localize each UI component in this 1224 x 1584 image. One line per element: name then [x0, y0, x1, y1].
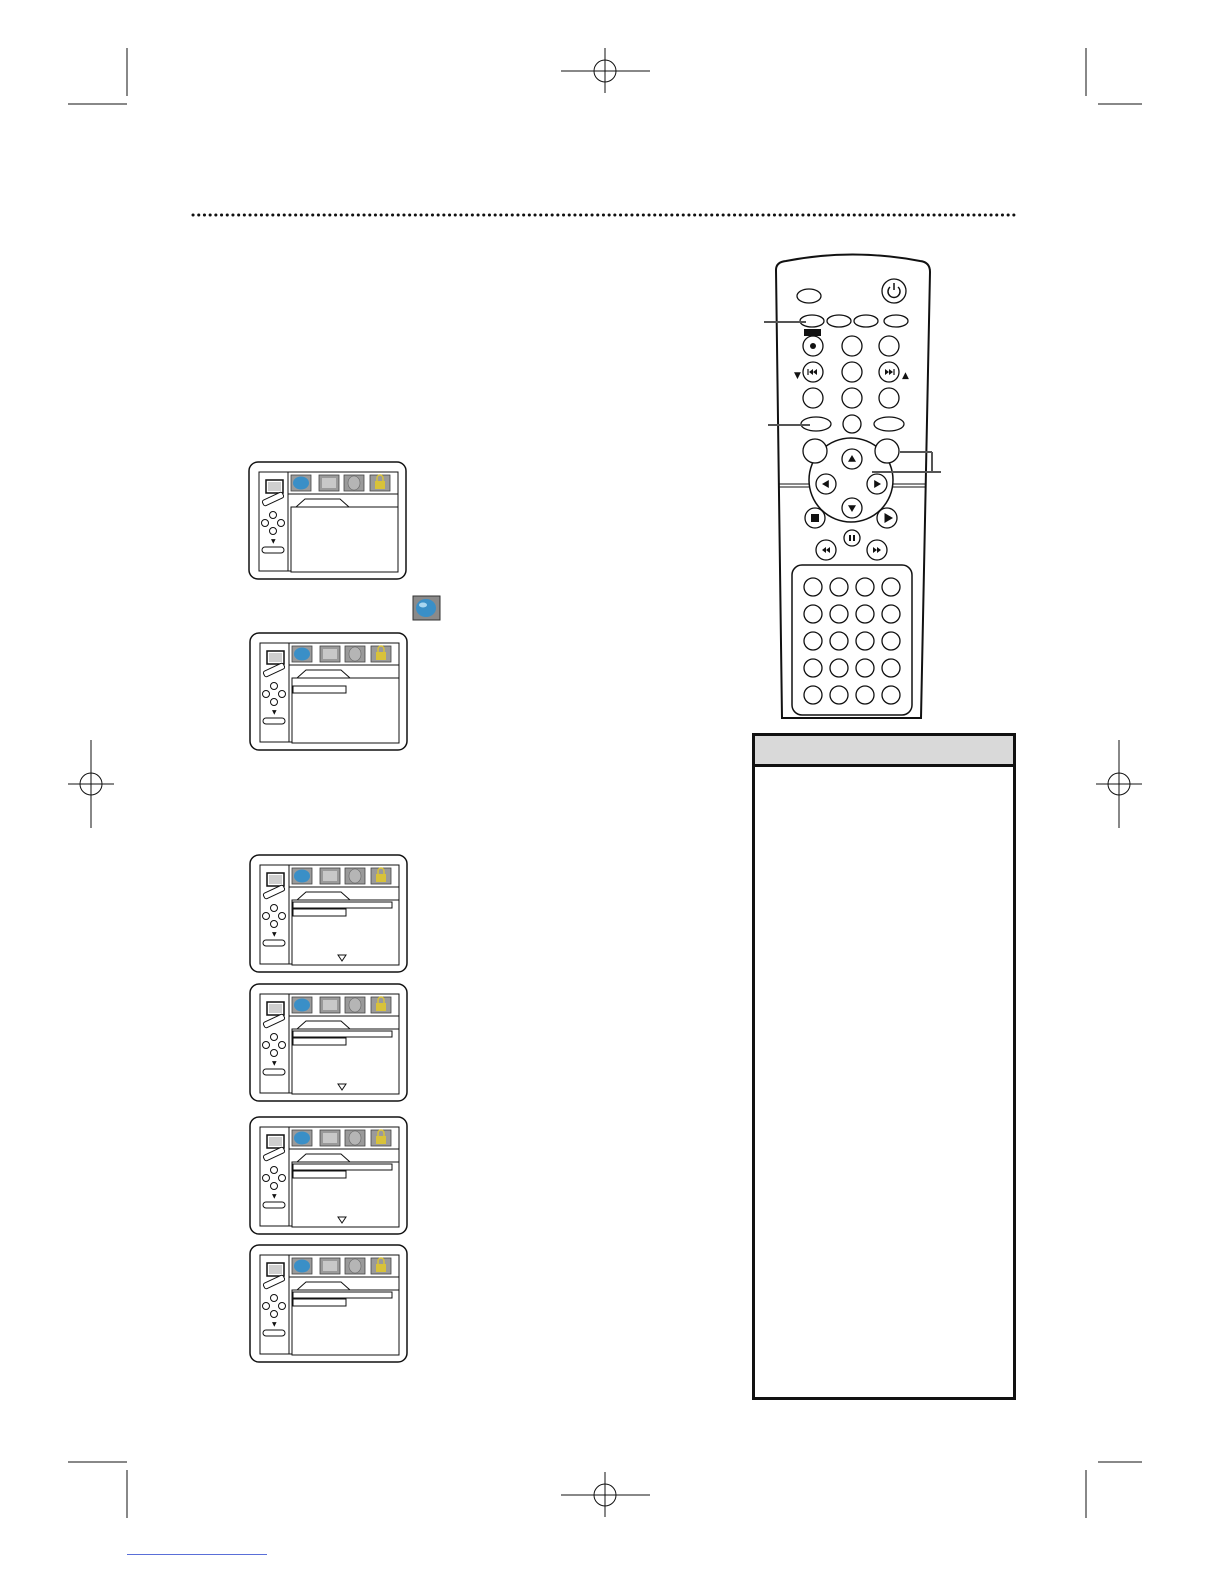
- menu-highlight-bar: [293, 909, 346, 916]
- number-pad-button[interactable]: [830, 578, 848, 596]
- tv-icon: [267, 1002, 284, 1015]
- registration-mark-left: [68, 740, 114, 828]
- menu-row: [293, 902, 392, 908]
- audio-icon: [345, 1130, 365, 1146]
- menu-screen: [250, 1245, 407, 1362]
- number-pad-button[interactable]: [856, 578, 874, 596]
- disc-icon: [292, 1130, 312, 1146]
- down-arrow-label: ▼: [794, 371, 801, 381]
- menu-row: [293, 1292, 392, 1298]
- number-pad-button[interactable]: [882, 632, 900, 650]
- enter-button-icon: [263, 1330, 285, 1336]
- footer-link-underline: [127, 1554, 267, 1555]
- disc-icon: [292, 1258, 312, 1274]
- record-button[interactable]: [803, 336, 823, 356]
- picture-icon: [319, 475, 339, 491]
- menu-highlight-bar: [293, 686, 346, 693]
- number-pad-button[interactable]: [830, 659, 848, 677]
- remote-menu-button[interactable]: [803, 439, 827, 463]
- enter-button-icon: [263, 1202, 285, 1208]
- up-arrow-label: ▲: [902, 371, 909, 381]
- lock-icon: [371, 868, 391, 884]
- remote-wide-button-right[interactable]: [874, 417, 904, 431]
- remote-button[interactable]: [879, 336, 899, 356]
- disc-icon-inline: [413, 596, 440, 620]
- lock-icon: [370, 475, 390, 491]
- remote-function-button[interactable]: [884, 315, 908, 327]
- remote-function-button[interactable]: [827, 315, 851, 327]
- menu-row: [293, 1164, 392, 1170]
- enter-button-icon: [263, 718, 285, 724]
- power-button[interactable]: [882, 279, 906, 303]
- number-pad-button[interactable]: [882, 578, 900, 596]
- left-arrow-button[interactable]: [816, 474, 836, 494]
- tv-icon: [267, 1135, 284, 1148]
- number-pad-button[interactable]: [804, 686, 822, 704]
- menu-screen: [250, 1117, 407, 1234]
- menu-row: [293, 1031, 392, 1037]
- hint-box-header: [755, 736, 1013, 767]
- svg-text:▼: ▼: [272, 931, 277, 938]
- remote-function-button[interactable]: [854, 315, 878, 327]
- remote-button[interactable]: [843, 415, 861, 433]
- tv-icon: [267, 873, 284, 886]
- number-pad-button[interactable]: [882, 659, 900, 677]
- picture-icon: [320, 997, 340, 1013]
- fast-forward-button[interactable]: [867, 540, 887, 560]
- number-pad-button[interactable]: [856, 605, 874, 623]
- number-pad-button[interactable]: [804, 632, 822, 650]
- right-arrow-button[interactable]: [867, 474, 887, 494]
- picture-icon: [320, 1258, 340, 1274]
- audio-icon: [345, 1258, 365, 1274]
- lock-icon: [371, 997, 391, 1013]
- tv-icon: [267, 1263, 284, 1276]
- menu-screens: [249, 462, 407, 1362]
- remote-button[interactable]: [879, 388, 899, 408]
- menu-screen: [250, 984, 407, 1101]
- pause-button[interactable]: [844, 530, 860, 546]
- lock-icon: [371, 646, 391, 662]
- picture-icon: [320, 646, 340, 662]
- number-pad-button[interactable]: [882, 686, 900, 704]
- number-pad-button[interactable]: [804, 578, 822, 596]
- registration-mark-right: [1096, 740, 1142, 828]
- stop-button[interactable]: [805, 508, 825, 528]
- audio-icon: [345, 868, 365, 884]
- menu-highlight-bar: [293, 1171, 346, 1178]
- menu-screen: [250, 855, 407, 972]
- number-pad-button[interactable]: [830, 605, 848, 623]
- number-pad-button[interactable]: [856, 659, 874, 677]
- tv-icon: [267, 651, 284, 664]
- hint-box: [752, 733, 1016, 1400]
- remote-return-button[interactable]: [875, 439, 899, 463]
- svg-text:▼: ▼: [272, 1193, 277, 1200]
- menu-screen: [250, 633, 407, 750]
- remote-button[interactable]: [842, 388, 862, 408]
- up-arrow-button[interactable]: [842, 449, 862, 469]
- number-pad-button[interactable]: [804, 605, 822, 623]
- disc-icon: [292, 868, 312, 884]
- rewind-button[interactable]: [816, 540, 836, 560]
- menu-highlight-bar: [293, 1038, 346, 1045]
- enter-button-icon: [263, 940, 285, 946]
- audio-icon: [345, 646, 365, 662]
- remote-top-left-button[interactable]: [797, 289, 821, 303]
- svg-text:▼: ▼: [271, 538, 276, 545]
- picture-icon: [320, 1130, 340, 1146]
- next-button[interactable]: [879, 362, 899, 382]
- svg-text:▼: ▼: [272, 1060, 277, 1067]
- number-pad-button[interactable]: [856, 686, 874, 704]
- disc-icon: [292, 997, 312, 1013]
- lock-icon: [371, 1130, 391, 1146]
- tv-icon: [266, 480, 283, 493]
- remote-control: [764, 255, 941, 719]
- audio-icon: [344, 475, 364, 491]
- picture-icon: [320, 868, 340, 884]
- audio-icon: [345, 997, 365, 1013]
- remote-button[interactable]: [842, 362, 862, 382]
- play-button[interactable]: [877, 508, 897, 528]
- number-pad-button[interactable]: [882, 605, 900, 623]
- svg-text:▼: ▼: [272, 1321, 277, 1328]
- number-pad-button[interactable]: [830, 686, 848, 704]
- enter-button-icon: [263, 1069, 285, 1075]
- previous-button[interactable]: [803, 362, 823, 382]
- number-pad-button[interactable]: [856, 632, 874, 650]
- remote-label-block: [804, 329, 821, 336]
- registration-mark-top: [561, 48, 650, 93]
- svg-text:▼: ▼: [272, 709, 277, 716]
- number-pad-button[interactable]: [804, 659, 822, 677]
- lock-icon: [371, 1258, 391, 1274]
- number-pad-button[interactable]: [830, 632, 848, 650]
- remote-button[interactable]: [803, 388, 823, 408]
- disc-icon: [292, 646, 312, 662]
- registration-mark-bottom: [561, 1472, 650, 1517]
- disc-icon: [291, 475, 311, 491]
- remote-button[interactable]: [842, 336, 862, 356]
- menu-highlight-bar: [293, 1299, 346, 1306]
- menu-screen: [249, 462, 406, 579]
- down-arrow-button[interactable]: [842, 498, 862, 518]
- enter-button-icon: [262, 547, 284, 553]
